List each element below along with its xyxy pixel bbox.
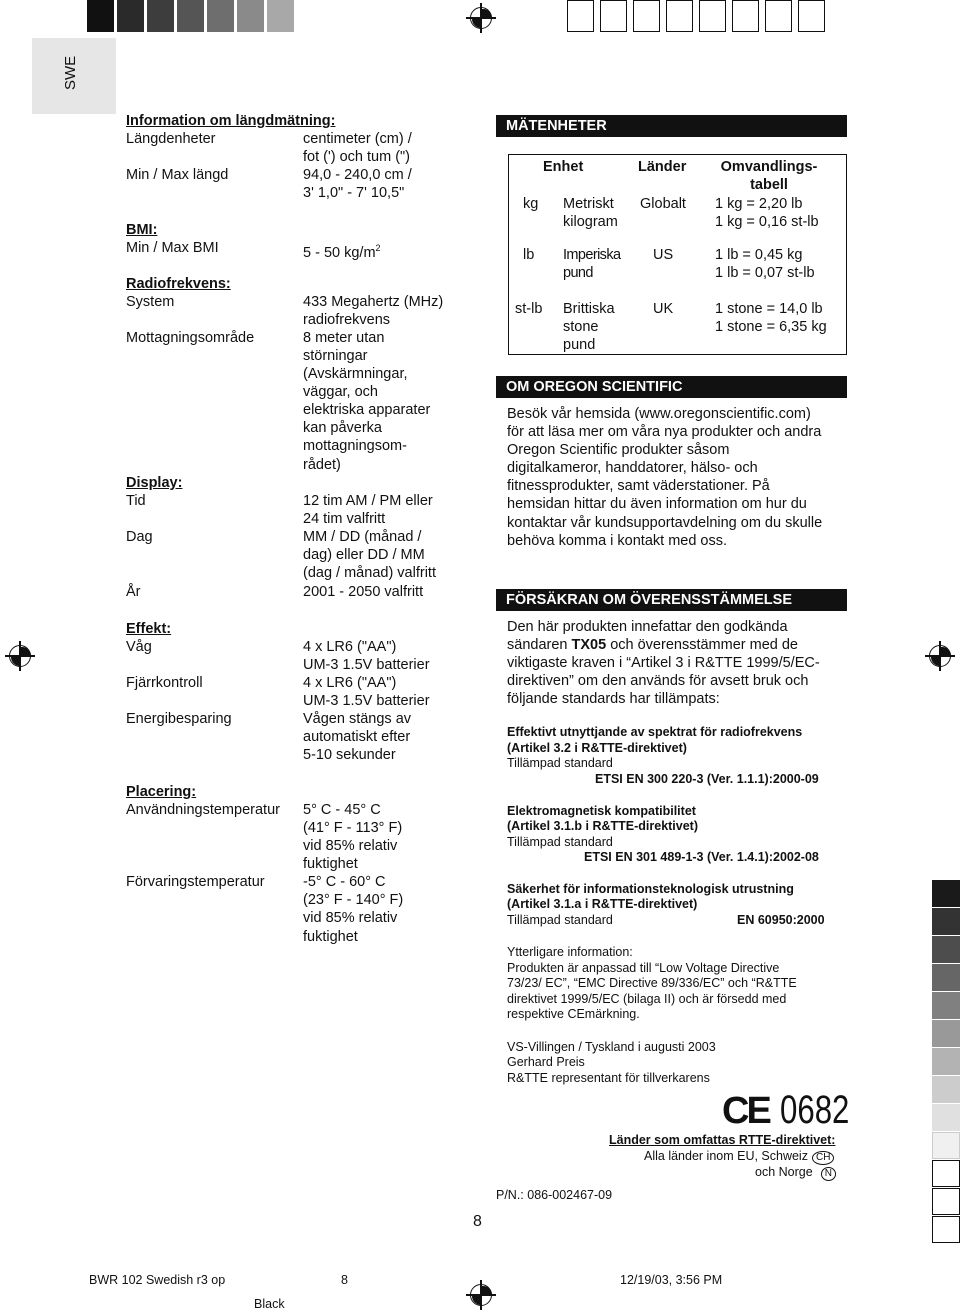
extra-line: Ytterligare information: xyxy=(507,945,633,959)
countries-line xyxy=(755,1165,836,1181)
bmi-superscript: 2 xyxy=(375,243,381,253)
intro-line: följande standards har tillämpats: xyxy=(507,691,720,707)
extra-line: Produkten är anpassad till “Low Voltage Directive xyxy=(507,961,780,975)
spec-label: Användningstemperatur xyxy=(126,802,280,818)
country-badge: N xyxy=(821,1167,836,1181)
conformity-title-bar xyxy=(496,589,847,611)
spec-value: dag) eller DD / MM xyxy=(303,547,425,563)
part-number: P/N.: 086-002467-09 xyxy=(496,1188,613,1202)
color-square xyxy=(932,908,960,935)
spec-value: 5-10 sekunder xyxy=(303,747,396,763)
registration-mark-icon xyxy=(925,641,955,671)
intro-line: Den här produkten innefattar den godkända xyxy=(507,619,788,635)
spec-value: 94,0 - 240,0 cm / xyxy=(303,167,412,183)
standard-title: Elektromagnetisk kompatibilitet xyxy=(507,804,696,818)
color-square xyxy=(207,0,234,32)
table-header: Omvandlings- tabell xyxy=(720,159,818,194)
countries-text: Alla länder inom EU, Schweiz xyxy=(644,1149,808,1163)
table-cell: Globalt xyxy=(640,196,686,212)
countries-title: Länder som omfattas RTTE-direktivet: xyxy=(609,1133,836,1147)
color-square xyxy=(117,0,144,32)
page-number: 8 xyxy=(473,1213,482,1230)
color-square xyxy=(932,1048,960,1075)
standard-title: (Artikel 3.1.a i R&TTE-direktivet) xyxy=(507,897,698,911)
spec-value: (Avskärmningar, xyxy=(303,366,408,382)
intro-line: viktigaste kraven i “Artikel 3 i R&TTE 1999/5/EC- xyxy=(507,655,820,671)
spec-value: 2001 - 2050 valfritt xyxy=(303,584,424,600)
color-square xyxy=(932,1188,960,1215)
intro-line xyxy=(507,636,798,654)
intro-model: TX05 xyxy=(571,637,607,653)
spec-label: Våg xyxy=(126,639,152,655)
spec-value: 8 meter utan xyxy=(303,330,385,346)
units-title-bar xyxy=(496,115,847,137)
spec-label: Min / Max längd xyxy=(126,167,229,183)
color-square xyxy=(177,0,204,32)
footer-color: Black xyxy=(254,1297,285,1311)
spec-value: fuktighet xyxy=(303,929,358,945)
table-cell: 1 stone = 14,0 lb 1 stone = 6,35 kg xyxy=(715,301,827,336)
color-square xyxy=(932,1132,960,1159)
section-heading: BMI: xyxy=(126,222,158,238)
standard-title: Säkerhet för informationsteknologisk utrustning xyxy=(507,882,794,896)
extra-line: direktivet 1999/5/EC (bilaga II) och är försedd med xyxy=(507,992,787,1006)
intro-text: sändaren xyxy=(507,637,572,653)
spec-value: 5° C - 45° C xyxy=(303,802,381,818)
about-line: kontaktar vår kundsupportavdelning om du skulle xyxy=(507,515,823,531)
table-cell: st-lb xyxy=(515,301,543,317)
color-square xyxy=(932,964,960,991)
color-square xyxy=(633,0,660,32)
spec-value: centimeter (cm) / xyxy=(303,131,412,147)
spec-label: Energibesparing xyxy=(126,711,232,727)
section-heading: Effekt: xyxy=(126,621,172,637)
color-square xyxy=(932,936,960,963)
spec-value: 4 x LR6 ("AA") xyxy=(303,675,397,691)
about-title: OM OREGON SCIENTIFIC xyxy=(506,379,683,395)
spec-value: 3' 1,0" - 7' 10,5" xyxy=(303,185,405,201)
about-title-bar xyxy=(496,376,847,398)
spec-value: fot (') och tum (") xyxy=(303,149,411,165)
color-square xyxy=(932,880,960,907)
spec-value: rådet) xyxy=(303,457,341,473)
registration-mark-icon xyxy=(5,641,35,671)
table-cell: 1 lb = 0,45 kg 1 lb = 0,07 st-lb xyxy=(715,247,815,282)
intro-line: direktiven” om den används för avsett bruk och xyxy=(507,673,809,689)
language-tab xyxy=(32,38,116,114)
standard-title: (Artikel 3.2 i R&TTE-direktivet) xyxy=(507,741,687,755)
spec-label: System xyxy=(126,294,175,310)
standard-title: (Artikel 3.1.b i R&TTE-direktivet) xyxy=(507,819,699,833)
color-square xyxy=(932,1076,960,1103)
standard-applied: Tillämpad standard xyxy=(507,756,613,770)
color-square xyxy=(237,0,264,32)
section-heading: Radiofrekvens: xyxy=(126,276,231,292)
color-square xyxy=(147,0,174,32)
spec-label: Tid xyxy=(126,493,146,509)
color-square xyxy=(932,992,960,1019)
color-square xyxy=(932,1160,960,1187)
section-heading: Display: xyxy=(126,475,183,491)
spec-value: vid 85% relativ xyxy=(303,838,398,854)
color-square xyxy=(732,0,759,32)
about-line: hemsidan hittar du även information om hur du xyxy=(507,496,807,512)
footer-file: BWR 102 Swedish r3 op xyxy=(89,1273,226,1287)
standard-title: Effektivt utnyttjande av spektrat för radiofrekvens xyxy=(507,725,803,739)
spec-value: väggar, och xyxy=(303,384,378,400)
about-line: fitnessprodukter, samt väderstationer. På xyxy=(507,478,770,494)
color-square xyxy=(798,0,825,32)
standard-code: EN 60950:2000 xyxy=(737,913,825,927)
spec-value: kan påverka xyxy=(303,420,382,436)
spec-value: radiofrekvens xyxy=(303,312,391,328)
footer-page: 8 xyxy=(341,1273,348,1287)
table-cell: kg xyxy=(523,196,539,212)
spec-value: MM / DD (månad / xyxy=(303,529,422,545)
spec-value: (23° F - 140° F) xyxy=(303,892,404,908)
spec-value: Vågen stängs av xyxy=(303,711,412,727)
spec-value: mottagningsom- xyxy=(303,438,407,454)
spec-value: (41° F - 113° F) xyxy=(303,820,403,836)
spec-value: (dag / månad) valfritt xyxy=(303,565,436,581)
color-square xyxy=(699,0,726,32)
conformity-title: FÖRSÄKRAN OM ÖVERENSSTÄMMELSE xyxy=(506,592,792,608)
color-square xyxy=(765,0,792,32)
spec-label: År xyxy=(126,584,141,600)
intro-text: och överensstämmer med de xyxy=(606,637,798,653)
units-title: MÄTENHETER xyxy=(506,118,607,134)
section-heading: Placering: xyxy=(126,784,197,800)
ce-number: 0682 xyxy=(780,1088,850,1132)
spec-label: Fjärrkontroll xyxy=(126,675,203,691)
sign-line: VS-Villingen / Tyskland i augusti 2003 xyxy=(507,1040,716,1054)
color-square xyxy=(267,0,294,32)
spec-value: störningar xyxy=(303,348,368,364)
about-line: digitalkameror, handdatorer, hälso- och xyxy=(507,460,758,476)
bmi-value: 5 - 50 kg/m xyxy=(303,244,376,261)
language-tab-label: SWE xyxy=(62,55,79,90)
color-square xyxy=(600,0,627,32)
countries-text: och Norge xyxy=(755,1165,813,1179)
color-square xyxy=(666,0,693,32)
extra-line: respektive CEmärkning. xyxy=(507,1007,640,1021)
color-square xyxy=(932,1216,960,1243)
spec-value: 24 tim valfritt xyxy=(303,511,386,527)
spec-label: Dag xyxy=(126,529,153,545)
standard-code: ETSI EN 300 220-3 (Ver. 1.1.1):2000-09 xyxy=(595,772,819,786)
spec-value: vid 85% relativ xyxy=(303,910,398,926)
about-line: Besök vår hemsida (www.oregonscientific.com) xyxy=(507,406,811,422)
section-heading: Information om längdmätning: xyxy=(126,113,336,129)
spec-value: 4 x LR6 ("AA") xyxy=(303,639,397,655)
about-line: behöva komma i kontakt med oss. xyxy=(507,533,728,549)
table-cell: Imperiska pund xyxy=(563,247,621,282)
color-square xyxy=(932,1020,960,1047)
table-cell: Metriskt kilogram xyxy=(563,196,618,231)
units-table xyxy=(508,154,847,355)
table-cell: lb xyxy=(523,247,535,263)
countries-line xyxy=(644,1149,834,1165)
registration-mark-icon xyxy=(466,3,496,33)
spec-value: UM-3 1.5V batterier xyxy=(303,657,430,673)
sign-line: Gerhard Preis xyxy=(507,1055,585,1069)
spec-value: automatiskt efter xyxy=(303,729,411,745)
about-line: för att läsa mer om våra nya produkter och andra xyxy=(507,424,822,440)
about-line: Oregon Scientific produkter såsom xyxy=(507,442,730,458)
spec-value: elektriska apparater xyxy=(303,402,431,418)
spec-label: Mottagningsområde xyxy=(126,330,255,346)
table-header: Enhet xyxy=(543,159,584,175)
table-header: Länder xyxy=(638,159,687,175)
table-cell: 1 kg = 2,20 lb 1 kg = 0,16 st-lb xyxy=(715,196,819,231)
spec-value: UM-3 1.5V batterier xyxy=(303,693,430,709)
spec-label: Längdenheter xyxy=(126,131,216,147)
standard-code: ETSI EN 301 489-1-3 (Ver. 1.4.1):2002-08 xyxy=(584,850,819,864)
spec-value: -5° C - 60° C xyxy=(303,874,386,890)
spec-value: fuktighet xyxy=(303,856,358,872)
table-cell: UK xyxy=(653,301,674,317)
color-square xyxy=(932,1104,960,1131)
spec-value xyxy=(303,239,381,262)
spec-label: Min / Max BMI xyxy=(126,240,219,256)
country-badge: CH xyxy=(812,1151,834,1165)
ce-logo: CE xyxy=(722,1090,769,1132)
sign-line: R&TTE representant för tillverkarens xyxy=(507,1071,710,1085)
table-cell: Brittiska stone pund xyxy=(563,301,615,354)
table-cell: US xyxy=(653,247,674,263)
color-square xyxy=(567,0,594,32)
registration-mark-icon xyxy=(466,1280,496,1310)
standard-applied: Tillämpad standard xyxy=(507,913,613,927)
extra-line: 73/23/ EC”, “EMC Directive 89/336/EC” och “R&TTE xyxy=(507,976,797,990)
footer-date: 12/19/03, 3:56 PM xyxy=(620,1273,723,1287)
standard-applied: Tillämpad standard xyxy=(507,835,613,849)
spec-value: 12 tim AM / PM eller xyxy=(303,493,433,509)
color-square xyxy=(87,0,114,32)
spec-value: 433 Megahertz (MHz) xyxy=(303,294,444,310)
spec-label: Förvaringstemperatur xyxy=(126,874,265,890)
